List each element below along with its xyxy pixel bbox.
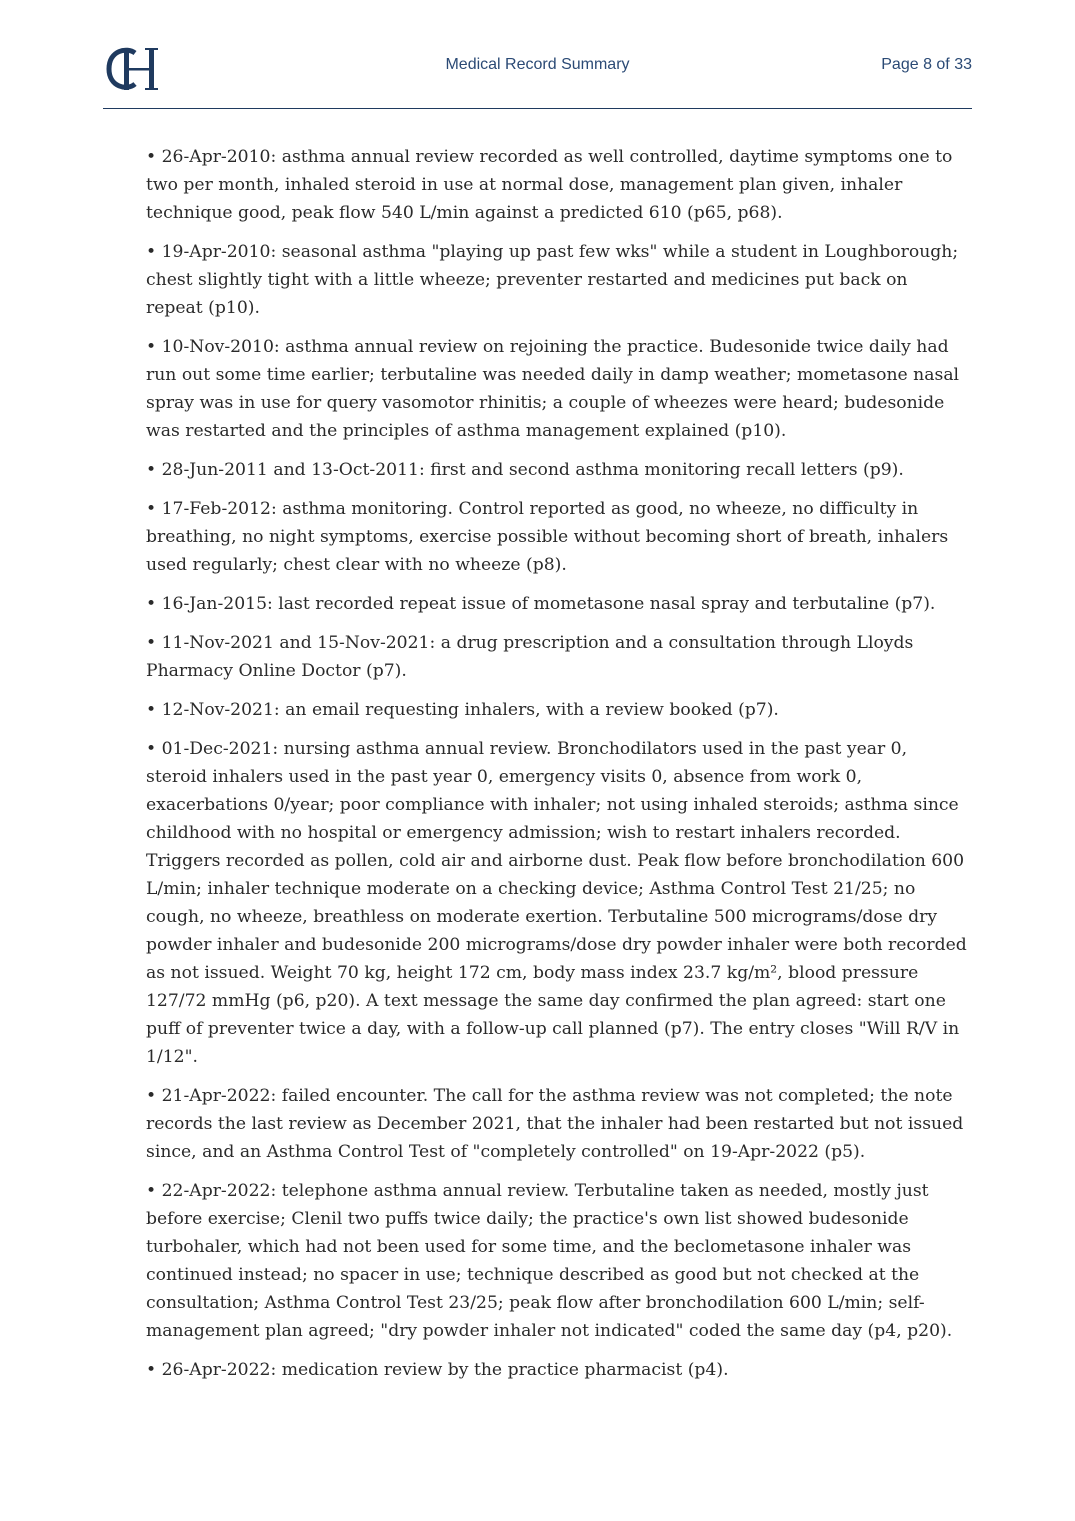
list-item: • 26-Apr-2022: medication review by the practice pharmacist (p4).	[146, 1360, 729, 1380]
list-item: • 10-Nov-2010: asthma annual review on rejoining the practice. Budesonide twice daily had run out some time earlier; terbutaline was needed daily in damp weather; mometasone nasal spray was in use for query vasomotor rhinitis; a couple of wheezes were heard; budesonide was restarted and the principles of asthma management explained (p10).	[146, 337, 960, 441]
page-number: Page 8 of 33	[881, 56, 972, 73]
list-item: • 22-Apr-2022: telephone asthma annual review. Terbutaline taken as needed, mostly just before exercise; Clenil two puffs twice daily; the practice's own list showed budesonide turbohaler, which had not been used for some time, and the beclometasone inhaler was continued instead; no spacer in use; technique described as good but not checked at the consultation; Asthma Control Test 23/25; peak flow after bronchodilation 600 L/min; self-management plan agreed; "dry powder inhaler not indicated" coded the same day (p4, p20).	[146, 1181, 953, 1341]
list-item: • 12-Nov-2021: an email requesting inhalers, with a review booked (p7).	[146, 700, 779, 720]
list-item: • 21-Apr-2022: failed encounter. The call for the asthma review was not completed; the note records the last review as December 2021, that the inhaler had been restarted but not issued since, and an Asthma Control Test of "completely controlled" on 19-Apr-2022 (p5).	[146, 1086, 964, 1162]
list-item: • 16-Jan-2015: last recorded repeat issue of mometasone nasal spray and terbutaline (p7).	[146, 594, 936, 614]
list-item: • 19-Apr-2010: seasonal asthma "playing up past few wks" while a student in Loughborough; chest slightly tight with a little wheeze; preventer restarted and medicines put back on repeat (p10).	[146, 242, 959, 318]
list-item: • 01-Dec-2021: nursing asthma annual review. Bronchodilators used in the past year 0, steroid inhalers used in the past year 0, emergency visits 0, absence from work 0, exacerbations 0/year; poor compliance with inhaler; not using inhaled steroids; asthma since childhood with no hospital or emergency admission; wish to restart inhalers recorded. Triggers recorded as pollen, cold air and airborne dust. Peak flow before bronchodilation 600 L/min; inhaler technique moderate on a checking device; Asthma Control Test 21/25; no cough, no wheeze, breathless on moderate exertion. Terbutaline 500 micrograms/dose dry powder inhaler and budesonide 200 micrograms/dose dry powder inhaler were both recorded as not issued. Weight 70 kg, height 172 cm, body mass index 23.7 kg/m², blood pressure 127/72 mmHg (p6, p20). A text message the same day confirmed the plan agreed: start one puff of preventer twice a day, with a follow-up call planned (p7). The entry closes "Will R/V in 1/12".	[146, 739, 967, 1067]
entries-list	[146, 143, 968, 1395]
list-item: • 26-Apr-2010: asthma annual review recorded as well controlled, daytime symptoms one to two per month, inhaled steroid in use at normal dose, management plan given, inhaler technique good, peak flow 540 L/min against a predicted 610 (p65, p68).	[146, 147, 953, 223]
document-title: Medical Record Summary	[445, 56, 630, 73]
list-item: • 11-Nov-2021 and 15-Nov-2021: a drug prescription and a consultation through Lloyds Pharmacy Online Doctor (p7).	[146, 633, 914, 681]
list-item: • 17-Feb-2012: asthma monitoring. Control reported as good, no wheeze, no difficulty in breathing, no night symptoms, exercise possible without becoming short of breath, inhalers used regularly; chest clear with no wheeze (p8).	[146, 499, 949, 575]
page-header	[103, 0, 972, 109]
list-item: • 28-Jun-2011 and 13-Oct-2011: first and second asthma monitoring recall letters (p9).	[146, 460, 904, 480]
